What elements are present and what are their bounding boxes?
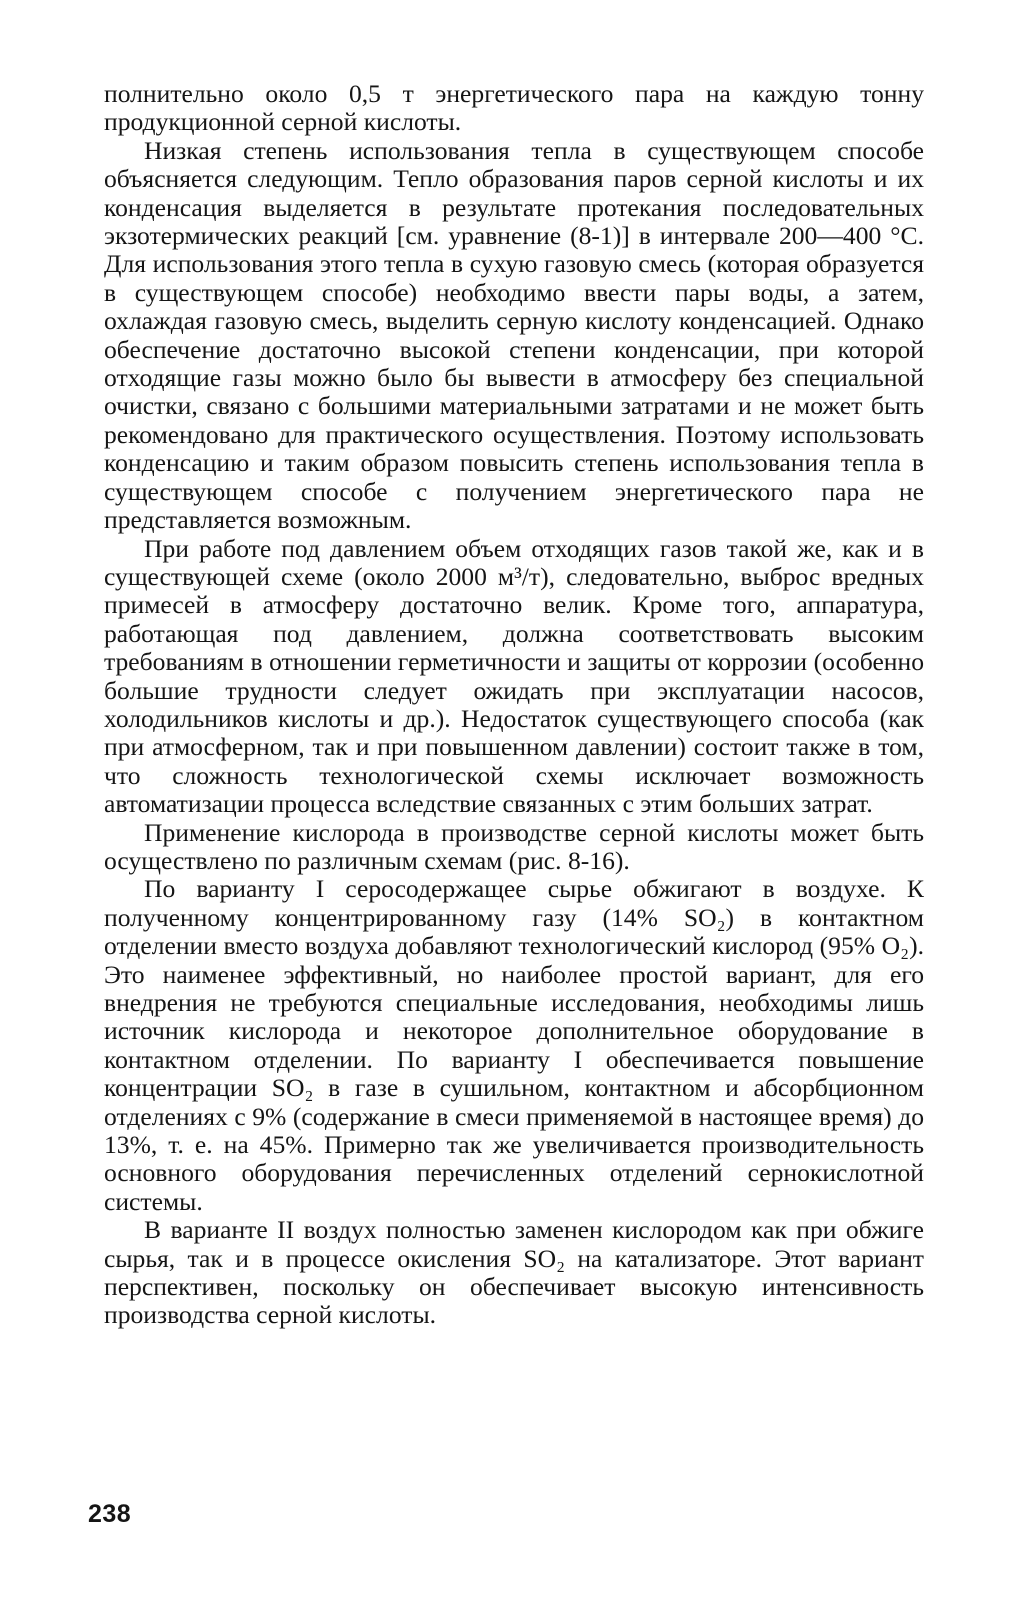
- paragraph-3: При работе под давлением объем отходящих газов такой же, как и в существующей схеме (около 2000 м³/т), следовательно, выброс вредных примесей в атмосферу достаточно велик. Кроме того, аппаратура, работающая под давлением, должна соответствовать высоким требованиям в отношении герметичности и защиты от коррозии (особенно большие трудности следует ожидать при эксплуатации насосов, холодильников кислоты и др.). Недостаток существующего способа (как при атмосферном, так и при повышенном давлении) состоит также в том, что сложность технологической схемы исключает возможность автоматизации процесса вследствие связанных с этим больших затрат.: [104, 533, 924, 819]
- paragraph-6: В варианте II воздух полностью заменен кислородом как при обжиге сырья, так и в процессе окисления SO₂ на катализаторе. Этот вариант перспективен, поскольку он обеспечивает высокую интенсивность производства серной кислоты.: [104, 1215, 924, 1330]
- page-number: 238: [88, 1500, 132, 1528]
- paragraph-5: По варианту I серосодержащее сырье обжигают в воздухе. К полученному концентрированному газу (14% SO₂) в контактном отделении вместо воздуха добавляют технологический кислород (95% O₂). Это наименее эффективный, но наиболее простой вариант, для его внедрения не требуются специальные исследования, необходимы лишь источник кислорода и некоторое дополнительное оборудование в контактном отделении. По варианту I обеспечивается повышение концентрации SO₂ в газе в сушильном, контактном и абсорбционном отделениях с 9% (содержание в смеси применяемой в настоящее время) до 13%, т. е. на 45%. Примерно так же увеличивается производительность основного оборудования перечисленных отделений сернокислотной системы.: [104, 874, 924, 1216]
- page-body: [104, 80, 924, 1330]
- paragraph-1: полнительно около 0,5 т энергетического пара на каждую тонну продукционной серной кислоты.: [104, 79, 924, 137]
- paragraph-2: Низкая степень использования тепла в существующем способе объясняется следующим. Тепло образования паров серной кислоты и их конденсация выделяется в результате протекания последовательных экзотермических реакций [см. уравнение (8-1)] в интервале 200—400 °С. Для использования этого тепла в сухую газовую смесь (которая образуется в существующем способе) необходимо ввести пары воды, а затем, охлаждая газовую смесь, выделить серную кислоту конденсацией. Однако обеспечение достаточно высокой степени конденсации, при которой отходящие газы можно было бы вывести в атмосферу без специальной очистки, связано с большими материальными затратами и не может быть рекомендовано для практического осуществления. Поэтому использовать конденсацию и таким образом повысить степень использования тепла в существующем способе с получением энергетического пара не представляется возможным.: [104, 135, 924, 535]
- paragraph-4: Применение кислорода в производстве серной кислоты может быть осуществлено по различным схемам (рис. 8-16).: [104, 817, 924, 875]
